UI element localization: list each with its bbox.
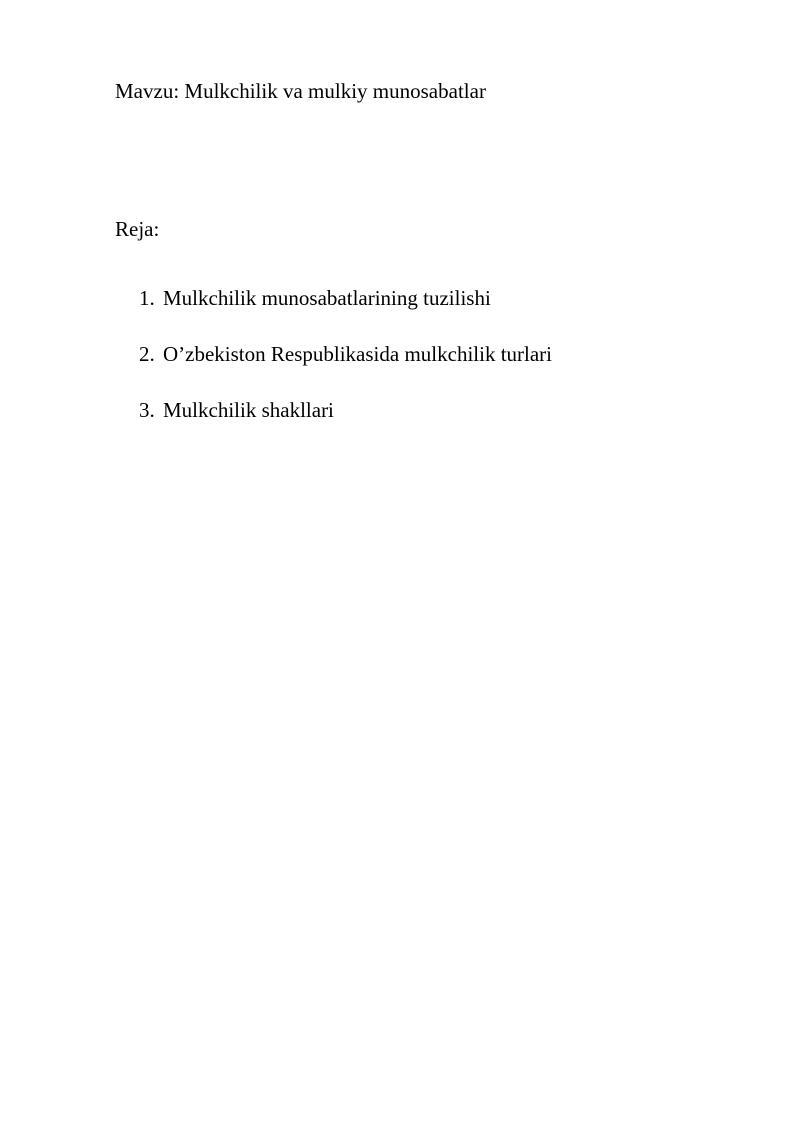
plan-item-2	[139, 339, 552, 369]
document-topic: Mavzu: Mulkchilik va mulkiy munosabatlar	[115, 79, 486, 103]
plan-item-number: 3.	[139, 398, 155, 422]
plan-list	[139, 283, 552, 451]
plan-item-text: Mulkchilik shakllari	[163, 398, 334, 422]
plan-heading: Reja:	[115, 217, 160, 241]
plan-item-number: 2.	[139, 342, 155, 366]
plan-item-text: Mulkchilik munosabatlarining tuzilishi	[163, 286, 491, 310]
plan-item-text: O’zbekiston Respublikasida mulkchilik turlari	[163, 342, 553, 366]
plan-item-1	[139, 283, 552, 313]
plan-item-3	[139, 395, 552, 425]
plan-item-number: 1.	[139, 286, 155, 310]
